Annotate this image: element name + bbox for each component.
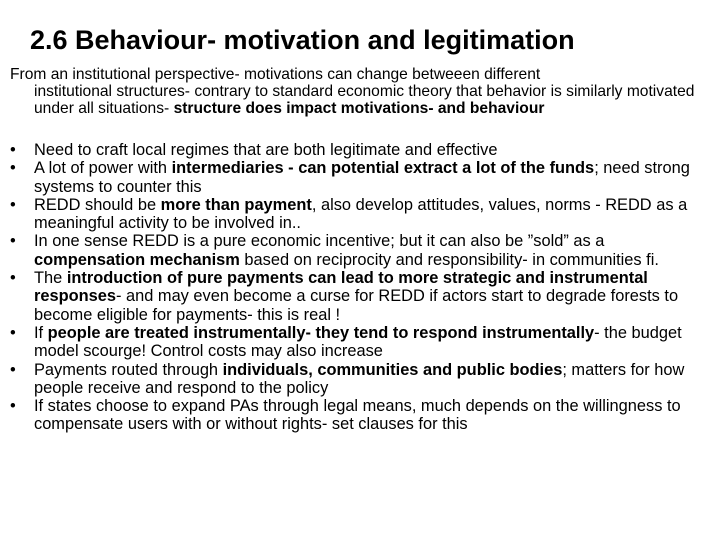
bullet-bold-text: introduction of pure payments can lead to more strategic and instrumental responses (34, 269, 648, 306)
intro-first-line: From an institutional perspective- motivations can change betweeen different (10, 66, 541, 83)
bullet-bold-text: individuals, communities and public bodies (222, 360, 563, 379)
bullet-text: - the budget model scourge! Control costs may also increase (34, 323, 682, 361)
bullet-item (0, 141, 720, 159)
bullet-item (0, 232, 720, 269)
slide-title: 2.6 Behaviour- motivation and legitimation (30, 25, 575, 55)
bullet-item (0, 159, 720, 196)
bullet-text: - and may even become a curse for REDD if actors start to degrade forests to become eligible for payments- this is real ! (34, 287, 679, 324)
intro-emphasis: structure does impact motivations- and behaviour (173, 100, 545, 117)
bullet-item (0, 361, 720, 398)
bullet-text: A lot of power with (34, 159, 172, 178)
bullet-item (0, 269, 720, 324)
bullet-text: REDD should be (34, 195, 161, 214)
bullet-item (0, 196, 720, 233)
bullet-item (0, 324, 720, 361)
bullet-list (0, 141, 720, 434)
bullet-text: , also develop attitudes, values, norms - REDD as a meaningful activity to be involved in.. (34, 195, 688, 233)
bullet-text: In one sense REDD is a pure economic incentive; but it can also be ”sold” as a (34, 232, 605, 251)
bullet-text: If states choose to expand PAs through legal means, much depends on the willingness to compensate users with or without rights- set clauses for this (34, 397, 681, 434)
bullet-text: based on reciprocity and responsibility- in communities fi. (239, 250, 659, 269)
bullet-text: The (34, 269, 67, 288)
bullet-item (0, 397, 720, 434)
bullet-bold-text: more than payment (160, 195, 312, 214)
bullet-text: ; matters for how people receive and respond to the policy (34, 360, 685, 397)
bullet-text: If (34, 323, 48, 342)
intro-body-text: institutional structures- contrary to standard economic theory that behavior is similarly motivated under all situations- (34, 83, 695, 117)
bullet-text: Payments routed through (34, 360, 223, 379)
bullet-text: Need to craft local regimes that are both legitimate and effective (34, 141, 498, 159)
bullet-text: ; need strong systems to counter this (34, 159, 690, 196)
bullet-bold-text: compensation mechanism (34, 250, 240, 269)
bullet-bold-text: people are treated instrumentally- they tend to respond instrumentally (47, 323, 595, 342)
bullet-bold-text: intermediaries - can potential extract a lot of the funds (171, 159, 595, 178)
intro-continuation (10, 83, 710, 117)
intro-paragraph (10, 66, 710, 117)
